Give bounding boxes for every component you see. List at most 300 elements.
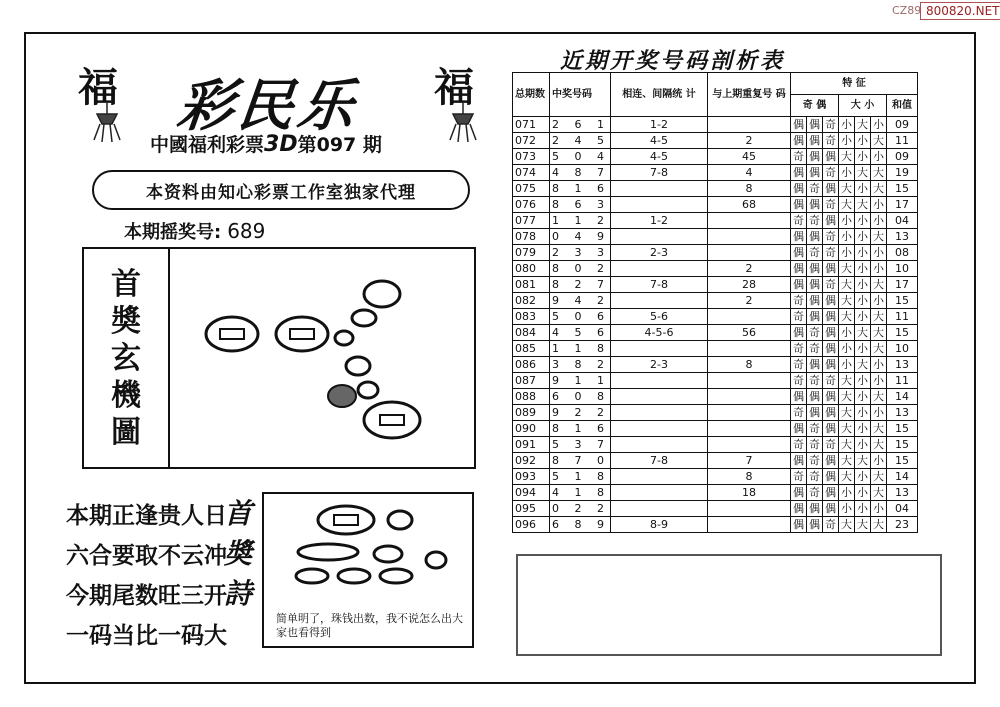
table-row	[513, 517, 918, 533]
table-row	[513, 245, 918, 261]
big-small-cell: 小	[855, 341, 871, 357]
sum-cell: 17	[887, 197, 918, 213]
odd-even-cell: 奇	[823, 245, 839, 261]
number-cell: 6 8 9	[550, 517, 611, 533]
repeat-cell: 2	[708, 261, 791, 277]
odd-even-cell: 偶	[807, 309, 823, 325]
span-cell	[611, 341, 708, 357]
odd-even-cell: 偶	[791, 389, 807, 405]
table-row	[513, 453, 918, 469]
span-cell: 4-5-6	[611, 325, 708, 341]
odd-even-cell: 偶	[791, 261, 807, 277]
issue-cell: 087	[513, 373, 550, 389]
big-small-cell: 小	[855, 373, 871, 389]
poem-note: 简单明了，珠钱出数，我不说怎么出大家也看得到	[276, 612, 463, 639]
watermark-code: CZ89	[892, 4, 922, 17]
big-small-cell: 大	[839, 453, 855, 469]
table-row	[513, 261, 918, 277]
issue-cell: 075	[513, 181, 550, 197]
odd-even-cell: 偶	[807, 133, 823, 149]
header-big-small: 大 小	[839, 95, 887, 117]
issue-cell: 091	[513, 437, 550, 453]
repeat-cell	[708, 421, 791, 437]
big-small-cell: 大	[839, 517, 855, 533]
odd-even-cell: 奇	[823, 117, 839, 133]
repeat-cell: 28	[708, 277, 791, 293]
big-small-cell: 大	[855, 165, 871, 181]
number-cell: 8 1 6	[550, 181, 611, 197]
number-cell: 0 4 9	[550, 229, 611, 245]
big-small-cell: 小	[855, 277, 871, 293]
issue-cell: 090	[513, 421, 550, 437]
big-small-cell: 小	[871, 293, 887, 309]
sum-cell: 04	[887, 213, 918, 229]
puzzle-label-char: 奬	[111, 303, 141, 339]
big-small-cell: 大	[855, 357, 871, 373]
puzzle-label-char: 機	[111, 377, 141, 413]
repeat-cell	[708, 245, 791, 261]
odd-even-cell: 偶	[807, 293, 823, 309]
issue-number: 第097 期	[297, 134, 382, 156]
issue-cell: 094	[513, 485, 550, 501]
odd-even-cell: 偶	[791, 245, 807, 261]
issue-cell: 086	[513, 357, 550, 373]
draw-label: 本期摇奖号:	[124, 222, 222, 243]
odd-even-cell: 奇	[791, 357, 807, 373]
repeat-cell: 2	[708, 293, 791, 309]
big-small-cell: 大	[839, 389, 855, 405]
big-small-cell: 小	[855, 485, 871, 501]
repeat-cell	[708, 309, 791, 325]
odd-even-cell: 偶	[791, 197, 807, 213]
big-small-cell: 小	[855, 309, 871, 325]
number-cell: 3 8 2	[550, 357, 611, 373]
number-cell: 4 8 7	[550, 165, 611, 181]
number-cell: 8 1 6	[550, 421, 611, 437]
odd-even-cell: 偶	[791, 453, 807, 469]
span-cell: 1-2	[611, 213, 708, 229]
poem-line: 六合要取不云冲	[66, 543, 227, 569]
table-row	[513, 373, 918, 389]
coin-string-icon	[270, 498, 466, 608]
odd-even-cell: 偶	[791, 229, 807, 245]
span-cell: 2-3	[611, 357, 708, 373]
odd-even-cell: 偶	[807, 229, 823, 245]
table-row	[513, 437, 918, 453]
sum-cell: 10	[887, 341, 918, 357]
header-span: 相连、间隔统 计	[611, 73, 708, 117]
repeat-cell: 2	[708, 133, 791, 149]
span-cell	[611, 229, 708, 245]
odd-even-cell: 偶	[807, 501, 823, 517]
big-small-cell: 大	[839, 293, 855, 309]
odd-even-cell: 偶	[823, 485, 839, 501]
odd-even-cell: 偶	[791, 485, 807, 501]
sum-cell: 15	[887, 293, 918, 309]
odd-even-cell: 偶	[791, 117, 807, 133]
odd-even-cell: 偶	[791, 277, 807, 293]
big-small-cell: 大	[839, 149, 855, 165]
table-row	[513, 213, 918, 229]
repeat-cell	[708, 437, 791, 453]
odd-even-cell: 偶	[807, 261, 823, 277]
issue-cell: 074	[513, 165, 550, 181]
span-cell	[611, 469, 708, 485]
watermark-site: 800820.NET	[920, 2, 1000, 20]
issue-cell: 093	[513, 469, 550, 485]
big-small-cell: 小	[871, 261, 887, 277]
big-small-cell: 大	[839, 469, 855, 485]
odd-even-cell: 奇	[807, 245, 823, 261]
table-row	[513, 357, 918, 373]
big-small-cell: 大	[871, 469, 887, 485]
table-row	[513, 293, 918, 309]
big-small-cell: 小	[855, 181, 871, 197]
odd-even-cell: 奇	[807, 181, 823, 197]
odd-even-cell: 偶	[823, 421, 839, 437]
big-small-cell: 大	[855, 325, 871, 341]
table-row	[513, 149, 918, 165]
number-cell: 8 7 0	[550, 453, 611, 469]
big-small-cell: 小	[855, 501, 871, 517]
table-row	[513, 165, 918, 181]
sum-cell: 11	[887, 133, 918, 149]
repeat-cell	[708, 341, 791, 357]
big-small-cell: 大	[855, 117, 871, 133]
poem-line: 今期尾数旺三开	[66, 583, 227, 609]
big-small-cell: 小	[855, 149, 871, 165]
poem-line: 一码当比一码大	[66, 623, 227, 649]
number-cell: 5 0 4	[550, 149, 611, 165]
sum-cell: 08	[887, 245, 918, 261]
sum-cell: 15	[887, 181, 918, 197]
table-row	[513, 485, 918, 501]
issue-cell: 078	[513, 229, 550, 245]
sum-cell: 09	[887, 117, 918, 133]
span-cell	[611, 261, 708, 277]
odd-even-cell: 奇	[791, 469, 807, 485]
odd-even-cell: 奇	[807, 485, 823, 501]
big-small-cell: 小	[839, 133, 855, 149]
big-small-cell: 小	[871, 117, 887, 133]
big-small-cell: 大	[839, 309, 855, 325]
issue-cell: 073	[513, 149, 550, 165]
odd-even-cell: 偶	[823, 501, 839, 517]
poem-line: 本期正逢贵人日	[66, 503, 227, 529]
big-small-cell: 小	[871, 453, 887, 469]
number-cell: 4 1 8	[550, 485, 611, 501]
big-small-cell: 小	[839, 501, 855, 517]
sum-cell: 15	[887, 325, 918, 341]
odd-even-cell: 偶	[823, 341, 839, 357]
odd-even-cell: 偶	[823, 453, 839, 469]
repeat-cell	[708, 229, 791, 245]
brand-logo: 彩民乐	[174, 73, 362, 139]
puzzle-label-char: 圖	[111, 414, 141, 450]
big-small-cell: 大	[871, 325, 887, 341]
span-cell	[611, 293, 708, 309]
odd-even-cell: 奇	[791, 341, 807, 357]
sum-cell: 15	[887, 437, 918, 453]
big-small-cell: 小	[855, 421, 871, 437]
odd-even-cell: 奇	[791, 437, 807, 453]
big-small-cell: 小	[855, 133, 871, 149]
sum-cell: 04	[887, 501, 918, 517]
sum-cell: 11	[887, 309, 918, 325]
big-small-cell: 大	[839, 437, 855, 453]
big-small-cell: 小	[871, 245, 887, 261]
number-cell: 5 0 6	[550, 309, 611, 325]
big-small-cell: 大	[871, 517, 887, 533]
issue-game: 3D	[264, 132, 298, 157]
table-row	[513, 325, 918, 341]
number-cell: 1 1 2	[550, 213, 611, 229]
poem-title	[224, 494, 252, 614]
odd-even-cell: 奇	[823, 277, 839, 293]
draw-number-line	[124, 218, 265, 244]
big-small-cell: 小	[839, 117, 855, 133]
big-small-cell: 小	[871, 501, 887, 517]
big-small-cell: 小	[855, 389, 871, 405]
issue-cell: 096	[513, 517, 550, 533]
sum-cell: 13	[887, 357, 918, 373]
puzzle-label	[84, 249, 170, 467]
odd-even-cell: 偶	[807, 165, 823, 181]
big-small-cell: 大	[871, 389, 887, 405]
odd-even-cell: 偶	[791, 501, 807, 517]
odd-even-cell: 偶	[823, 357, 839, 373]
odd-even-cell: 偶	[791, 165, 807, 181]
odd-even-cell: 偶	[823, 181, 839, 197]
repeat-cell: 8	[708, 469, 791, 485]
big-small-cell: 大	[871, 309, 887, 325]
odd-even-cell: 偶	[823, 213, 839, 229]
odd-even-cell: 偶	[807, 117, 823, 133]
odd-even-cell: 偶	[791, 421, 807, 437]
span-cell: 2-3	[611, 245, 708, 261]
prize-poem	[66, 496, 227, 656]
table-row	[513, 469, 918, 485]
number-cell: 9 4 2	[550, 293, 611, 309]
number-cell: 9 1 1	[550, 373, 611, 389]
number-cell: 0 2 2	[550, 501, 611, 517]
sum-cell: 10	[887, 261, 918, 277]
big-small-cell: 大	[855, 517, 871, 533]
sum-cell: 14	[887, 389, 918, 405]
number-cell: 1 1 8	[550, 341, 611, 357]
span-cell: 1-2	[611, 117, 708, 133]
big-small-cell: 大	[839, 197, 855, 213]
odd-even-cell: 偶	[823, 389, 839, 405]
big-small-cell: 大	[855, 197, 871, 213]
repeat-cell: 68	[708, 197, 791, 213]
header-number: 中奖号码	[550, 73, 611, 117]
issue-cell: 083	[513, 309, 550, 325]
big-small-cell: 小	[855, 229, 871, 245]
big-small-cell: 大	[871, 341, 887, 357]
table-row	[513, 197, 918, 213]
odd-even-cell: 偶	[807, 197, 823, 213]
odd-even-cell: 偶	[823, 405, 839, 421]
poem-title-char: 詩	[224, 577, 253, 610]
odd-even-cell: 偶	[791, 325, 807, 341]
repeat-cell: 4	[708, 165, 791, 181]
repeat-cell: 8	[708, 181, 791, 197]
lantern-tassel-left-icon	[82, 102, 132, 142]
issue-cell: 072	[513, 133, 550, 149]
odd-even-cell: 奇	[807, 373, 823, 389]
repeat-cell: 8	[708, 357, 791, 373]
odd-even-cell: 偶	[823, 261, 839, 277]
span-cell: 5-6	[611, 309, 708, 325]
odd-even-cell: 奇	[791, 293, 807, 309]
issue-cell: 082	[513, 293, 550, 309]
odd-even-cell: 偶	[823, 309, 839, 325]
big-small-cell: 小	[871, 405, 887, 421]
span-cell	[611, 181, 708, 197]
table-row	[513, 501, 918, 517]
sum-cell: 15	[887, 421, 918, 437]
puzzle-label-char: 首	[111, 266, 141, 302]
header-sum: 和值	[887, 95, 918, 117]
big-small-cell: 大	[839, 277, 855, 293]
odd-even-cell: 奇	[791, 309, 807, 325]
odd-even-cell: 偶	[807, 277, 823, 293]
big-small-cell: 小	[855, 469, 871, 485]
big-small-cell: 小	[871, 373, 887, 389]
repeat-cell: 18	[708, 485, 791, 501]
repeat-cell	[708, 501, 791, 517]
table-row	[513, 389, 918, 405]
number-cell: 5 3 7	[550, 437, 611, 453]
span-cell	[611, 421, 708, 437]
table-row	[513, 405, 918, 421]
span-cell: 4-5	[611, 133, 708, 149]
span-cell	[611, 485, 708, 501]
big-small-cell: 小	[855, 245, 871, 261]
big-small-cell: 大	[871, 277, 887, 293]
repeat-cell	[708, 373, 791, 389]
issue-cell: 088	[513, 389, 550, 405]
poem-title-char: 奬	[224, 537, 253, 570]
span-cell	[611, 405, 708, 421]
sum-cell: 17	[887, 277, 918, 293]
span-cell	[611, 437, 708, 453]
big-small-cell: 小	[839, 357, 855, 373]
number-cell: 2 6 1	[550, 117, 611, 133]
header-issue: 总期数	[513, 73, 550, 117]
big-small-cell: 小	[855, 213, 871, 229]
odd-even-cell: 奇	[807, 421, 823, 437]
big-small-cell: 大	[839, 405, 855, 421]
repeat-cell	[708, 389, 791, 405]
number-cell: 4 5 6	[550, 325, 611, 341]
sum-cell: 23	[887, 517, 918, 533]
fu-left-character: 福	[78, 64, 118, 111]
span-cell	[611, 389, 708, 405]
header-feature: 特 征	[791, 73, 918, 95]
span-cell	[611, 373, 708, 389]
issue-cell: 077	[513, 213, 550, 229]
sum-cell: 09	[887, 149, 918, 165]
repeat-cell: 7	[708, 453, 791, 469]
draw-number: 689	[227, 219, 266, 243]
span-cell: 8-9	[611, 517, 708, 533]
issue-prefix: 中國福利彩票	[150, 134, 265, 156]
odd-even-cell: 奇	[791, 213, 807, 229]
odd-even-cell: 奇	[823, 197, 839, 213]
table-row	[513, 421, 918, 437]
odd-even-cell: 奇	[791, 373, 807, 389]
sum-cell: 14	[887, 469, 918, 485]
odd-even-cell: 偶	[807, 389, 823, 405]
issue-cell: 071	[513, 117, 550, 133]
number-cell: 8 2 7	[550, 277, 611, 293]
number-cell: 6 0 8	[550, 389, 611, 405]
header-odd-even: 奇 偶	[791, 95, 839, 117]
number-cell: 9 2 2	[550, 405, 611, 421]
odd-even-cell: 偶	[807, 149, 823, 165]
odd-even-cell: 奇	[823, 517, 839, 533]
big-small-cell: 大	[839, 181, 855, 197]
big-small-cell: 小	[839, 213, 855, 229]
exclusive-banner: 本资料由知心彩票工作室独家代理	[92, 170, 470, 210]
table-row	[513, 133, 918, 149]
big-small-cell: 小	[855, 293, 871, 309]
odd-even-cell: 奇	[807, 213, 823, 229]
issue-cell: 076	[513, 197, 550, 213]
number-cell: 8 0 2	[550, 261, 611, 277]
draw-analysis-table	[512, 72, 918, 533]
big-small-cell: 大	[871, 437, 887, 453]
issue-cell: 092	[513, 453, 550, 469]
big-small-cell: 大	[871, 165, 887, 181]
table-row	[513, 181, 918, 197]
sum-cell: 15	[887, 453, 918, 469]
big-small-cell: 大	[871, 133, 887, 149]
number-cell: 2 3 3	[550, 245, 611, 261]
repeat-cell	[708, 517, 791, 533]
big-small-cell: 大	[839, 261, 855, 277]
big-small-cell: 小	[839, 325, 855, 341]
lantern-tassel-right-icon	[438, 102, 488, 142]
sum-cell: 19	[887, 165, 918, 181]
issue-cell: 095	[513, 501, 550, 517]
sum-cell: 13	[887, 405, 918, 421]
issue-cell: 085	[513, 341, 550, 357]
big-small-cell: 大	[839, 373, 855, 389]
issue-cell: 084	[513, 325, 550, 341]
big-small-cell: 大	[871, 485, 887, 501]
number-cell: 8 6 3	[550, 197, 611, 213]
big-small-cell: 小	[855, 405, 871, 421]
issue-cell: 080	[513, 261, 550, 277]
odd-even-cell: 偶	[807, 357, 823, 373]
big-small-cell: 小	[839, 245, 855, 261]
span-cell: 4-5	[611, 149, 708, 165]
odd-even-cell: 偶	[823, 469, 839, 485]
big-small-cell: 小	[839, 341, 855, 357]
odd-even-cell: 奇	[791, 149, 807, 165]
coin-puzzle-icon	[172, 250, 472, 464]
table-row	[513, 309, 918, 325]
issue-cell: 089	[513, 405, 550, 421]
odd-even-cell: 奇	[791, 405, 807, 421]
number-cell: 5 1 8	[550, 469, 611, 485]
number-cell: 2 4 5	[550, 133, 611, 149]
repeat-cell	[708, 213, 791, 229]
span-cell: 7-8	[611, 277, 708, 293]
